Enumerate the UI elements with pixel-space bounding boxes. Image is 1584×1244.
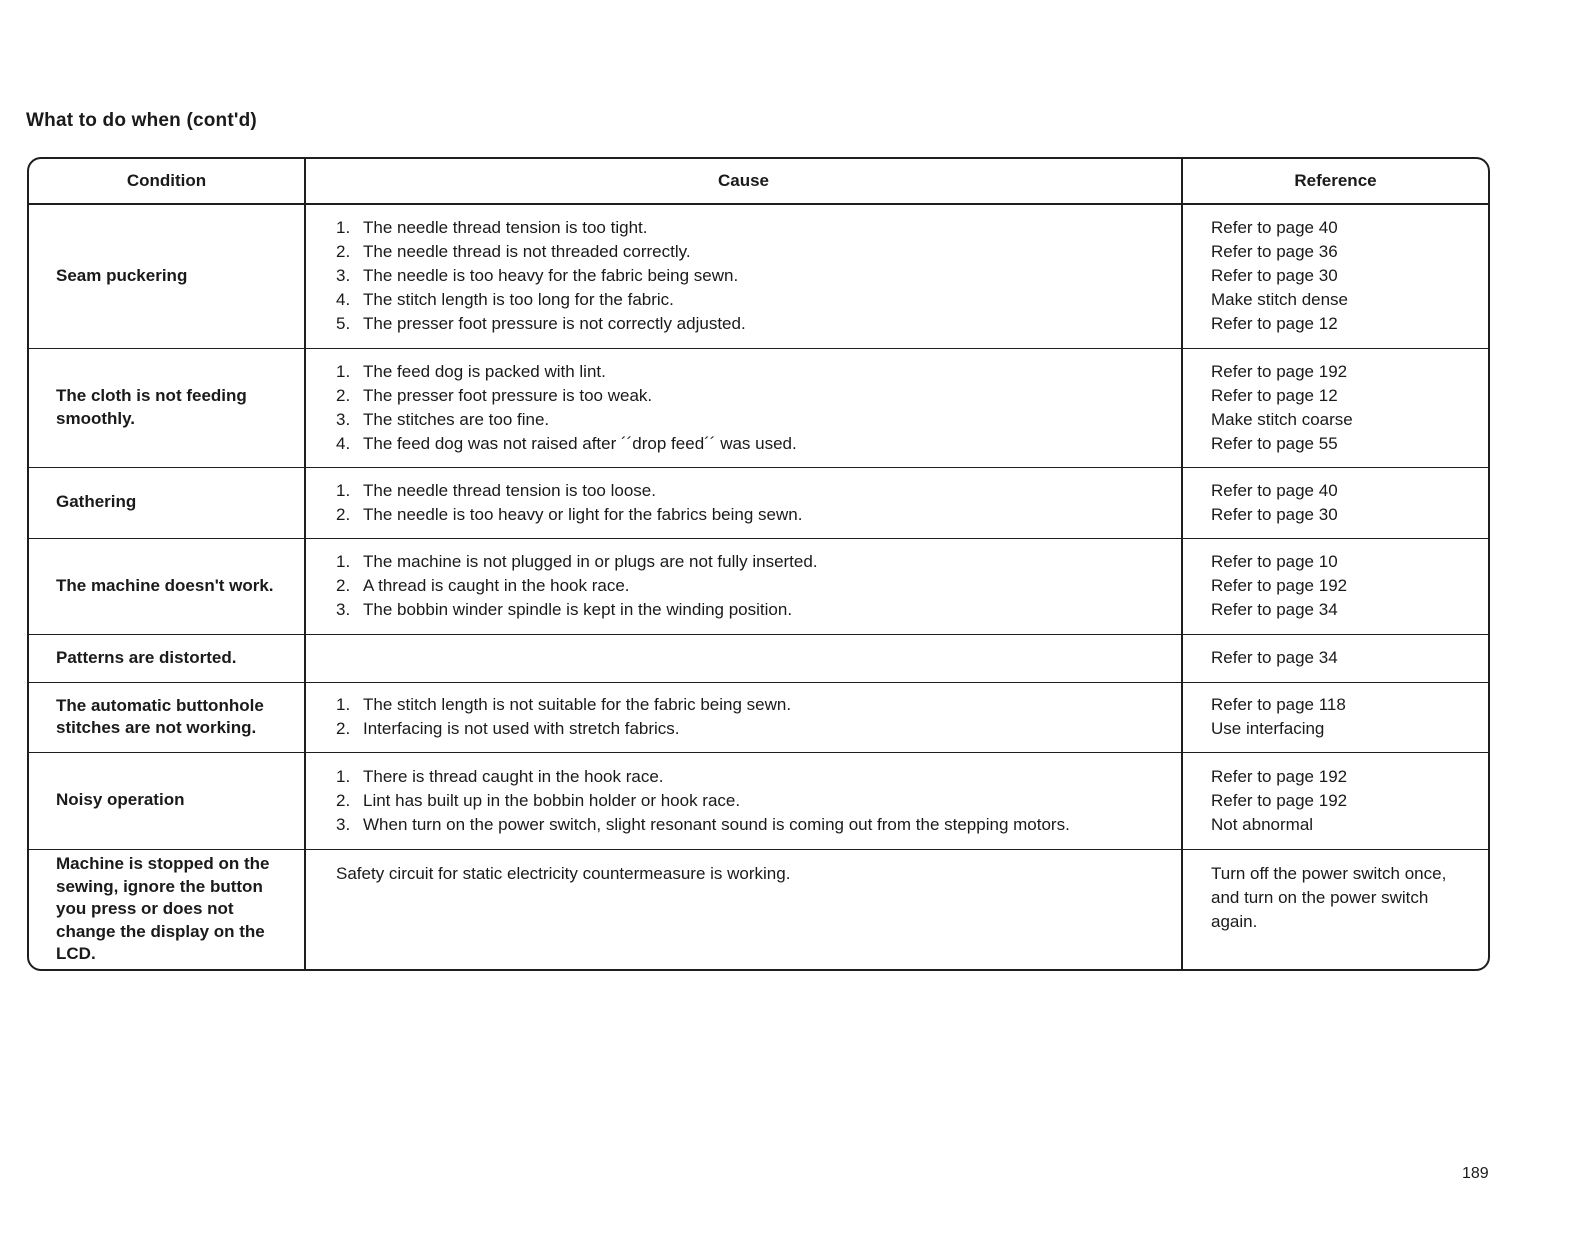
reference-item: Refer to page 34 bbox=[1211, 600, 1338, 619]
cause-item: 3. When turn on the power switch, slight resonant sound is coming out from the stepping motors. bbox=[336, 814, 1070, 834]
reference-cell bbox=[1182, 467, 1488, 538]
reference-cell bbox=[1182, 634, 1488, 682]
cause-item: 2. The presser foot pressure is too weak. bbox=[336, 385, 653, 405]
cause-item: 2. Interfacing is not used with stretch fabrics. bbox=[336, 719, 680, 738]
condition-cell: Machine is stopped on the sewing, ignore the button you press or does not change the display on the LCD. bbox=[29, 849, 305, 969]
troubleshooting-table-frame bbox=[27, 157, 1490, 971]
cause-item: 4. The stitch length is too long for the fabric. bbox=[336, 290, 674, 310]
page-title: What to do when (cont'd) bbox=[26, 110, 257, 131]
table-row-machine-doesnt-work bbox=[29, 538, 1488, 634]
troubleshooting-table bbox=[29, 159, 1488, 969]
reference-item: Refer to page 192 bbox=[1211, 576, 1348, 595]
cause-item: 2. The needle is too heavy or light for the fabrics being sewn. bbox=[336, 504, 803, 524]
table-row-cloth-not-feeding bbox=[29, 348, 1488, 467]
reference-cell bbox=[1182, 538, 1488, 634]
reference-item: Not abnormal bbox=[1211, 814, 1314, 834]
cause-item: 5. The presser foot pressure is not correctly adjusted. bbox=[336, 314, 746, 334]
column-header-condition: Condition bbox=[29, 159, 305, 204]
table-row-gathering bbox=[29, 467, 1488, 538]
cause-cell: Safety circuit for static electricity countermeasure is working. bbox=[305, 849, 1182, 969]
condition-cell: Gathering bbox=[29, 467, 305, 538]
table-row-seam-puckering bbox=[29, 204, 1488, 348]
cause-cell bbox=[305, 682, 1182, 752]
cause-item: 1. There is thread caught in the hook race. bbox=[336, 766, 664, 786]
column-header-cause: Cause bbox=[305, 159, 1182, 204]
cause-item: 2. Lint has built up in the bobbin holder or hook race. bbox=[336, 790, 741, 810]
cause-cell bbox=[305, 634, 1182, 682]
reference-item: Refer to page 192 bbox=[1211, 790, 1348, 810]
reference-item: Make stitch coarse bbox=[1211, 409, 1353, 429]
cause-item: 1. The needle thread tension is too tight. bbox=[336, 218, 648, 238]
cause-cell bbox=[305, 204, 1182, 348]
column-header-reference: Reference bbox=[1182, 159, 1488, 204]
reference-item: Refer to page 34 bbox=[1211, 648, 1338, 667]
reference-item: Refer to page 12 bbox=[1211, 385, 1338, 405]
reference-item: Refer to page 55 bbox=[1211, 433, 1338, 453]
cause-item: 1. The machine is not plugged in or plugs are not fully inserted. bbox=[336, 552, 818, 571]
reference-item: Refer to page 40 bbox=[1211, 218, 1338, 238]
reference-item: Refer to page 30 bbox=[1211, 266, 1338, 286]
table-row-buttonhole bbox=[29, 682, 1488, 752]
reference-item: Refer to page 192 bbox=[1211, 766, 1348, 786]
reference-item: Refer to page 192 bbox=[1211, 361, 1348, 381]
reference-item: Refer to page 12 bbox=[1211, 314, 1338, 334]
reference-cell bbox=[1182, 204, 1488, 348]
cause-item: 1. The feed dog is packed with lint. bbox=[336, 361, 606, 381]
cause-item: 3. The needle is too heavy for the fabric being sewn. bbox=[336, 266, 739, 286]
page-number: 189 bbox=[1462, 1165, 1489, 1182]
reference-item: Refer to page 30 bbox=[1211, 504, 1338, 524]
condition-cell: Seam puckering bbox=[56, 266, 188, 285]
reference-item: Refer to page 40 bbox=[1211, 480, 1338, 500]
cause-cell bbox=[305, 348, 1182, 467]
cause-cell bbox=[305, 752, 1182, 849]
reference-item: Make stitch dense bbox=[1211, 290, 1349, 310]
reference-cell bbox=[1182, 348, 1488, 467]
condition-cell: The cloth is not feeding smoothly. bbox=[29, 348, 305, 467]
cause-item: 3. The stitches are too fine. bbox=[336, 409, 550, 429]
cause-cell bbox=[305, 467, 1182, 538]
condition-cell: Patterns are distorted. bbox=[29, 634, 305, 682]
table-row-patterns-distorted bbox=[29, 634, 1488, 682]
condition-cell: The machine doesn't work. bbox=[29, 538, 305, 634]
reference-cell: Turn off the power switch once, and turn on the power switch again. bbox=[1182, 849, 1488, 969]
reference-cell bbox=[1182, 682, 1488, 752]
cause-cell bbox=[305, 538, 1182, 634]
reference-item: Refer to page 36 bbox=[1211, 242, 1338, 262]
cause-item: 2. The needle thread is not threaded correctly. bbox=[336, 242, 691, 262]
condition-cell: The automatic buttonhole stitches are not working. bbox=[29, 682, 305, 752]
condition-cell: Noisy operation bbox=[29, 752, 305, 849]
cause-item: 4. The feed dog was not raised after ´´drop feed´´ was used. bbox=[336, 433, 797, 453]
reference-item: Refer to page 10 bbox=[1211, 552, 1338, 571]
cause-item: 1. The stitch length is not suitable for the fabric being sewn. bbox=[336, 695, 792, 714]
reference-item: Refer to page 118 bbox=[1211, 695, 1346, 714]
cause-item: 1. The needle thread tension is too loose. bbox=[336, 480, 656, 500]
table-row-noisy-operation bbox=[29, 752, 1488, 849]
cause-item: 3. The bobbin winder spindle is kept in the winding position. bbox=[336, 600, 793, 619]
reference-item: Use interfacing bbox=[1211, 719, 1325, 738]
reference-cell bbox=[1182, 752, 1488, 849]
table-row-machine-stopped bbox=[29, 849, 1488, 969]
table-header-row bbox=[29, 159, 1488, 204]
cause-item: 2. A thread is caught in the hook race. bbox=[336, 576, 630, 595]
